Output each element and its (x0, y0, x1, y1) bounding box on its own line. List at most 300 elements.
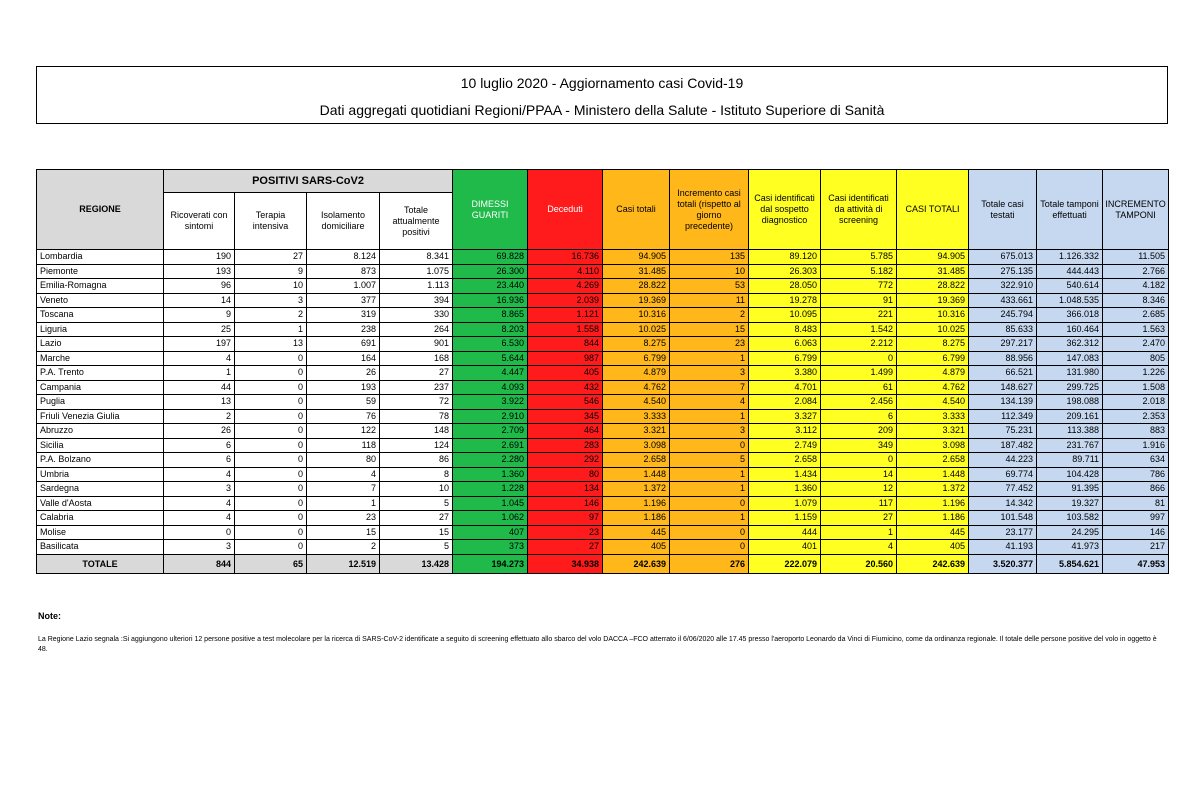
table-cell: 4 (164, 467, 235, 482)
table-cell: 1.121 (528, 308, 603, 323)
table-cell: 16.936 (453, 293, 528, 308)
table-cell: 91.395 (1037, 482, 1103, 497)
column-header-casi-totali: Casi totali (603, 170, 670, 250)
table-cell: 11 (670, 293, 749, 308)
table-cell: 69.828 (453, 250, 528, 265)
table-cell: 41.193 (969, 540, 1037, 555)
table-cell: 8.483 (749, 322, 821, 337)
table-cell: 72 (380, 395, 453, 410)
table-cell: 0 (235, 525, 307, 540)
table-cell: 445 (897, 525, 969, 540)
table-cell: 15 (307, 525, 380, 540)
table-cell: 10 (235, 279, 307, 294)
table-cell: 4.701 (749, 380, 821, 395)
region-name-cell: P.A. Bolzano (37, 453, 164, 468)
table-cell: 1.542 (821, 322, 897, 337)
table-cell: 25 (164, 322, 235, 337)
table-cell: 0 (235, 351, 307, 366)
table-cell: 5.644 (453, 351, 528, 366)
table-cell: 1 (670, 409, 749, 424)
totals-row (37, 554, 1169, 573)
table-cell: 1 (821, 525, 897, 540)
table-cell: 5 (670, 453, 749, 468)
table-cell: 6.799 (749, 351, 821, 366)
table-cell: 362.312 (1037, 337, 1103, 352)
table-cell: 866 (1103, 482, 1169, 497)
table-cell: 1.563 (1103, 322, 1169, 337)
table-cell: 113.388 (1037, 424, 1103, 439)
table-cell: 15 (670, 322, 749, 337)
table-cell: 61 (821, 380, 897, 395)
table-cell: 546 (528, 395, 603, 410)
table-cell: 4 (164, 351, 235, 366)
table-cell: 245.794 (969, 308, 1037, 323)
table-cell: 2.749 (749, 438, 821, 453)
table-cell: 237 (380, 380, 453, 395)
table-cell: 2 (164, 409, 235, 424)
table-cell: 1.126.332 (1037, 250, 1103, 265)
table-cell: 1.226 (1103, 366, 1169, 381)
table-cell: 4.540 (603, 395, 670, 410)
table-cell: 2 (235, 308, 307, 323)
region-name-cell: Marche (37, 351, 164, 366)
table-cell: 5.785 (821, 250, 897, 265)
table-row (37, 409, 1169, 424)
totals-cell: 276 (670, 554, 749, 573)
column-header-isolamento: Isolamento domiciliare (307, 193, 380, 250)
table-cell: 3.327 (749, 409, 821, 424)
table-cell: 1.372 (603, 482, 670, 497)
table-cell: 4.540 (897, 395, 969, 410)
table-cell: 77.452 (969, 482, 1037, 497)
table-cell: 14 (164, 293, 235, 308)
table-cell: 1.075 (380, 264, 453, 279)
table-cell: 209 (821, 424, 897, 439)
table-cell: 10.316 (897, 308, 969, 323)
table-cell: 4 (821, 540, 897, 555)
table-cell: 3 (164, 540, 235, 555)
totals-cell: 242.639 (603, 554, 670, 573)
table-cell: 19.369 (897, 293, 969, 308)
table-cell: 3.380 (749, 366, 821, 381)
table-cell: 0 (670, 540, 749, 555)
table-cell: 0 (164, 525, 235, 540)
totals-label-cell: TOTALE (37, 554, 164, 573)
table-cell: 373 (453, 540, 528, 555)
table-cell: 69.774 (969, 467, 1037, 482)
table-cell: 1.434 (749, 467, 821, 482)
notes-text: La Regione Lazio segnala :Si aggiungono ulteriori 12 persone positive a test molecolare per la ricerca di SARS-CoV-2 identificate a seguito di screening effettuato allo sbarco del volo DACCA –FCO atterrato il 6/06/2020 alle 17.45 presso l'aeroporto Leonardo da Vinci di Fiumicino, come da ordinanza regionale. Il totale delle persone positive del volo in oggetto è 48. (38, 636, 1157, 653)
table-cell: 112.349 (969, 409, 1037, 424)
table-cell: 96 (164, 279, 235, 294)
table-cell: 2.470 (1103, 337, 1169, 352)
table-cell: 101.548 (969, 511, 1037, 526)
table-cell: 292 (528, 453, 603, 468)
table-cell: 134 (528, 482, 603, 497)
table-cell: 164 (307, 351, 380, 366)
table-cell: 0 (235, 496, 307, 511)
table-cell: 0 (235, 511, 307, 526)
table-cell: 217 (1103, 540, 1169, 555)
table-cell: 4 (164, 511, 235, 526)
table-cell: 464 (528, 424, 603, 439)
table-cell: 89.120 (749, 250, 821, 265)
region-name-cell: Sardegna (37, 482, 164, 497)
table-row (37, 496, 1169, 511)
table-cell: 10.095 (749, 308, 821, 323)
table-cell: 11.505 (1103, 250, 1169, 265)
table-cell: 1.007 (307, 279, 380, 294)
table-cell: 31.485 (603, 264, 670, 279)
totals-cell: 222.079 (749, 554, 821, 573)
table-cell: 88.956 (969, 351, 1037, 366)
table-cell: 1.916 (1103, 438, 1169, 453)
table-cell: 146 (1103, 525, 1169, 540)
table-cell: 675.013 (969, 250, 1037, 265)
table-cell: 540.614 (1037, 279, 1103, 294)
table-cell: 0 (670, 525, 749, 540)
table-cell: 1 (235, 322, 307, 337)
table-cell: 23 (528, 525, 603, 540)
table-cell: 4.093 (453, 380, 528, 395)
table-cell: 97 (528, 511, 603, 526)
table-cell: 0 (235, 482, 307, 497)
table-cell: 997 (1103, 511, 1169, 526)
table-cell: 1.045 (453, 496, 528, 511)
table-cell: 1.499 (821, 366, 897, 381)
group-header-positivi: POSITIVI SARS-CoV2 (164, 170, 453, 193)
table-cell: 0 (235, 540, 307, 555)
table-cell: 8.346 (1103, 293, 1169, 308)
table-cell: 349 (821, 438, 897, 453)
table-cell: 3.922 (453, 395, 528, 410)
table-cell: 5 (380, 540, 453, 555)
table-cell: 0 (235, 453, 307, 468)
table-row (37, 438, 1169, 453)
table-cell: 9 (164, 308, 235, 323)
table-cell: 12 (821, 482, 897, 497)
column-header-regione: REGIONE (37, 170, 164, 250)
table-cell: 432 (528, 380, 603, 395)
totals-cell: 194.273 (453, 554, 528, 573)
table-cell: 148.627 (969, 380, 1037, 395)
table-cell: 330 (380, 308, 453, 323)
region-name-cell: Calabria (37, 511, 164, 526)
table-cell: 6.530 (453, 337, 528, 352)
table-cell: 23.440 (453, 279, 528, 294)
table-cell: 168 (380, 351, 453, 366)
table-cell: 10.025 (897, 322, 969, 337)
table-cell: 0 (670, 496, 749, 511)
table-cell: 26.303 (749, 264, 821, 279)
table-cell: 2.910 (453, 409, 528, 424)
totals-cell: 47.953 (1103, 554, 1169, 573)
table-cell: 81 (1103, 496, 1169, 511)
table-cell: 4 (670, 395, 749, 410)
table-cell: 1.048.535 (1037, 293, 1103, 308)
table-cell: 0 (670, 438, 749, 453)
table-row (37, 467, 1169, 482)
table-cell: 3 (235, 293, 307, 308)
column-header-dimessi-guariti: DIMESSI GUARITI (453, 170, 528, 250)
table-cell: 691 (307, 337, 380, 352)
region-name-cell: P.A. Trento (37, 366, 164, 381)
table-cell: 3.321 (603, 424, 670, 439)
table-cell: 2.353 (1103, 409, 1169, 424)
table-cell: 187.482 (969, 438, 1037, 453)
region-name-cell: Basilicata (37, 540, 164, 555)
table-cell: 4.762 (897, 380, 969, 395)
table-cell: 444.443 (1037, 264, 1103, 279)
table-cell: 13 (235, 337, 307, 352)
table-row (37, 337, 1169, 352)
table-row (37, 453, 1169, 468)
column-header-casi-screening: Casi identificati da attività di screening (821, 170, 897, 250)
table-cell: 394 (380, 293, 453, 308)
table-cell: 2.658 (749, 453, 821, 468)
table-cell: 4.182 (1103, 279, 1169, 294)
table-cell: 0 (235, 409, 307, 424)
table-cell: 0 (235, 380, 307, 395)
table-cell: 1 (670, 467, 749, 482)
table-cell: 15 (380, 525, 453, 540)
table-cell: 122 (307, 424, 380, 439)
column-header-deceduti: Deceduti (528, 170, 603, 250)
table-row (37, 322, 1169, 337)
table-cell: 26 (164, 424, 235, 439)
table-cell: 0 (235, 366, 307, 381)
table-cell: 146 (528, 496, 603, 511)
table-row (37, 395, 1169, 410)
table-cell: 28.822 (897, 279, 969, 294)
table-cell: 89.711 (1037, 453, 1103, 468)
table-cell: 53 (670, 279, 749, 294)
table-cell: 8 (380, 467, 453, 482)
table-row (37, 351, 1169, 366)
table-cell: 28.050 (749, 279, 821, 294)
table-cell: 8.275 (603, 337, 670, 352)
table-cell: 193 (307, 380, 380, 395)
table-cell: 8.124 (307, 250, 380, 265)
table-cell: 85.633 (969, 322, 1037, 337)
table-cell: 1.186 (897, 511, 969, 526)
table-cell: 3.333 (897, 409, 969, 424)
table-cell: 1.062 (453, 511, 528, 526)
table-cell: 27 (235, 250, 307, 265)
table-cell: 91 (821, 293, 897, 308)
table-cell: 3 (670, 366, 749, 381)
table-cell: 1.113 (380, 279, 453, 294)
table-cell: 3 (670, 424, 749, 439)
table-cell: 1.196 (603, 496, 670, 511)
table-row (37, 250, 1169, 265)
table-cell: 4 (307, 467, 380, 482)
totals-cell: 20.560 (821, 554, 897, 573)
table-cell: 772 (821, 279, 897, 294)
table-cell: 1.159 (749, 511, 821, 526)
totals-cell: 12.519 (307, 554, 380, 573)
region-name-cell: Piemonte (37, 264, 164, 279)
table-cell: 16.736 (528, 250, 603, 265)
table-cell: 23 (670, 337, 749, 352)
table-cell: 322.910 (969, 279, 1037, 294)
table-cell: 6.799 (897, 351, 969, 366)
column-header-casi-sospetto-diagnostico: Casi identificati dal sospetto diagnostico (749, 170, 821, 250)
table-cell: 190 (164, 250, 235, 265)
table-row (37, 293, 1169, 308)
table-row (37, 380, 1169, 395)
totals-cell: 65 (235, 554, 307, 573)
table-cell: 5.182 (821, 264, 897, 279)
table-cell: 13 (164, 395, 235, 410)
region-name-cell: Sicilia (37, 438, 164, 453)
table-cell: 0 (821, 453, 897, 468)
region-name-cell: Abruzzo (37, 424, 164, 439)
region-name-cell: Liguria (37, 322, 164, 337)
table-cell: 238 (307, 322, 380, 337)
table-cell: 805 (1103, 351, 1169, 366)
table-cell: 1.196 (897, 496, 969, 511)
table-cell: 366.018 (1037, 308, 1103, 323)
table-cell: 59 (307, 395, 380, 410)
table-cell: 27 (821, 511, 897, 526)
table-cell: 275.135 (969, 264, 1037, 279)
table-cell: 1.558 (528, 322, 603, 337)
table-cell: 405 (528, 366, 603, 381)
table-cell: 1.508 (1103, 380, 1169, 395)
table-cell: 883 (1103, 424, 1169, 439)
table-cell: 1.372 (897, 482, 969, 497)
table-cell: 1 (164, 366, 235, 381)
table-cell: 1.079 (749, 496, 821, 511)
totals-cell: 844 (164, 554, 235, 573)
table-cell: 28.822 (603, 279, 670, 294)
table-cell: 27 (528, 540, 603, 555)
table-cell: 2.084 (749, 395, 821, 410)
table-cell: 104.428 (1037, 467, 1103, 482)
table-cell: 407 (453, 525, 528, 540)
table-cell: 41.973 (1037, 540, 1103, 555)
table-cell: 193 (164, 264, 235, 279)
page-subtitle: Dati aggregati quotidiani Regioni/PPAA - Ministero della Salute - Istituto Superiore di Sanità (319, 102, 885, 118)
table-cell: 786 (1103, 467, 1169, 482)
totals-cell: 3.520.377 (969, 554, 1037, 573)
table-cell: 2 (307, 540, 380, 555)
table-cell: 3.321 (897, 424, 969, 439)
table-cell: 4 (164, 496, 235, 511)
table-cell: 4.269 (528, 279, 603, 294)
table-cell: 19.369 (603, 293, 670, 308)
table-row (37, 525, 1169, 540)
table-row (37, 511, 1169, 526)
table-cell: 2.766 (1103, 264, 1169, 279)
table-cell: 3.333 (603, 409, 670, 424)
table-row (37, 308, 1169, 323)
table-cell: 124 (380, 438, 453, 453)
table-cell: 901 (380, 337, 453, 352)
table-cell: 0 (235, 438, 307, 453)
table-cell: 44.223 (969, 453, 1037, 468)
table-cell: 4.762 (603, 380, 670, 395)
table-cell: 197 (164, 337, 235, 352)
table-cell: 0 (821, 351, 897, 366)
column-header-totale-casi-testati: Totale casi testati (969, 170, 1037, 250)
table-cell: 94.905 (897, 250, 969, 265)
table-cell: 118 (307, 438, 380, 453)
table-cell: 31.485 (897, 264, 969, 279)
table-cell: 2.685 (1103, 308, 1169, 323)
region-name-cell: Puglia (37, 395, 164, 410)
table-row (37, 540, 1169, 555)
table-cell: 283 (528, 438, 603, 453)
table-row (37, 482, 1169, 497)
region-name-cell: Campania (37, 380, 164, 395)
table-cell: 2.658 (897, 453, 969, 468)
table-cell: 345 (528, 409, 603, 424)
table-cell: 3 (164, 482, 235, 497)
table-cell: 8.275 (897, 337, 969, 352)
table-row (37, 264, 1169, 279)
table-cell: 10 (670, 264, 749, 279)
table-cell: 80 (528, 467, 603, 482)
region-name-cell: Lazio (37, 337, 164, 352)
table-cell: 3.098 (603, 438, 670, 453)
table-cell: 209.161 (1037, 409, 1103, 424)
table-cell: 2.709 (453, 424, 528, 439)
totals-cell: 13.428 (380, 554, 453, 573)
region-name-cell: Umbria (37, 467, 164, 482)
table-cell: 299.725 (1037, 380, 1103, 395)
table-cell: 23.177 (969, 525, 1037, 540)
table-cell: 86 (380, 453, 453, 468)
table-cell: 4.879 (897, 366, 969, 381)
table-cell: 23 (307, 511, 380, 526)
table-cell: 10.316 (603, 308, 670, 323)
table-cell: 1.360 (453, 467, 528, 482)
region-name-cell: Friuli Venezia Giulia (37, 409, 164, 424)
table-cell: 1.186 (603, 511, 670, 526)
table-cell: 1.448 (897, 467, 969, 482)
region-name-cell: Veneto (37, 293, 164, 308)
table-cell: 24.295 (1037, 525, 1103, 540)
table-cell: 2.658 (603, 453, 670, 468)
table-cell: 0 (235, 395, 307, 410)
table-cell: 873 (307, 264, 380, 279)
table-cell: 405 (897, 540, 969, 555)
table-cell: 634 (1103, 453, 1169, 468)
table-cell: 987 (528, 351, 603, 366)
table-cell: 1.448 (603, 467, 670, 482)
table-cell: 8.865 (453, 308, 528, 323)
table-cell: 76 (307, 409, 380, 424)
table-cell: 14.342 (969, 496, 1037, 511)
table-cell: 9 (235, 264, 307, 279)
table-cell: 0 (235, 424, 307, 439)
table-cell: 7 (307, 482, 380, 497)
table-cell: 3.112 (749, 424, 821, 439)
table-cell: 78 (380, 409, 453, 424)
table-cell: 27 (380, 366, 453, 381)
table-cell: 4.110 (528, 264, 603, 279)
table-cell: 231.767 (1037, 438, 1103, 453)
table-cell: 2.018 (1103, 395, 1169, 410)
table-cell: 10 (380, 482, 453, 497)
table-cell: 6 (164, 453, 235, 468)
table-cell: 135 (670, 250, 749, 265)
table-cell: 148 (380, 424, 453, 439)
table-cell: 6.063 (749, 337, 821, 352)
table-cell: 19.327 (1037, 496, 1103, 511)
